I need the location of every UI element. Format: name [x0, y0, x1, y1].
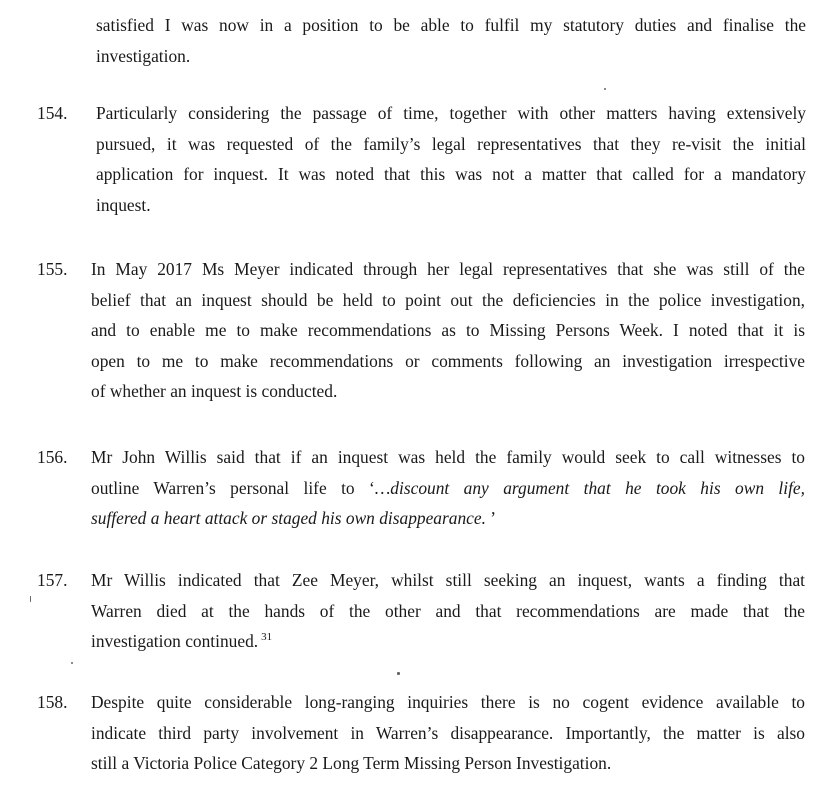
text-run: investigation continued. — [91, 631, 259, 651]
paragraph-number: 156. — [37, 447, 68, 467]
text-line: Mr John Willis said that if an inquest was held the family would seek to call witnesses to — [91, 447, 805, 467]
footnote-reference[interactable]: 31 — [261, 631, 273, 644]
text-line: and to enable me to make recommendations as to Missing Persons Week. I noted that it is — [91, 320, 805, 340]
text-line: investigation. — [96, 45, 191, 66]
text-line: belief that an inquest should be held to point out the deficiencies in the police investigation, — [91, 289, 805, 310]
paragraph-number: 157. — [37, 570, 68, 590]
quoted-text: suffered a heart attack or staged his own disappearance. — [91, 508, 486, 528]
text-line: application for inquest. It was noted that this was not a matter that called for a mandatory — [96, 164, 806, 184]
text-line: Despite quite considerable long-ranging inquiries there is no cogent evidence available to — [91, 692, 805, 712]
text-line: In May 2017 Ms Meyer indicated through her legal representatives that she was still of the — [91, 259, 805, 279]
text-line: Warren died at the hands of the other and that recommendations are made that the — [91, 600, 805, 621]
text-line — [91, 473, 805, 504]
text-line: Particularly considering the passage of time, together with other matters having extensively — [96, 103, 806, 123]
closing-quote: ’ — [485, 508, 497, 528]
scan-speck — [71, 662, 73, 664]
paragraph-text — [91, 442, 805, 534]
scan-speck — [397, 672, 400, 675]
paragraph-number: 154. — [37, 103, 68, 123]
text-line: still a Victoria Police Category 2 Long Term Missing Person Investigation. — [91, 753, 612, 773]
paragraph-text — [96, 10, 806, 71]
scan-speck — [30, 596, 31, 602]
scan-speck — [604, 88, 606, 90]
paragraph-text — [91, 687, 805, 779]
paragraph-text — [96, 98, 806, 220]
text-line — [91, 503, 805, 534]
paragraph-text — [91, 254, 805, 407]
quoted-text: …discount any argument that he took his own life, — [374, 477, 805, 498]
text-line: pursued, it was requested of the family’s legal representatives that they re-visit the initial — [96, 133, 806, 154]
text-run: outline Warren’s personal life to ‘ — [91, 477, 375, 498]
text-line: satisfied I was now in a position to be able to fulfil my statutory duties and finalise the — [96, 15, 806, 35]
paragraph-number: 155. — [37, 259, 68, 279]
text-line: of whether an inquest is conducted. — [91, 381, 338, 401]
text-line: indicate third party involvement in Warren’s disappearance. Importantly, the matter is also — [91, 722, 805, 743]
text-line: open to me to make recommendations or comments following an investigation irrespective — [91, 350, 805, 371]
paragraph-number: 158. — [37, 692, 68, 712]
paragraph-text — [91, 565, 805, 657]
text-line: inquest. — [96, 194, 151, 215]
text-line — [91, 626, 805, 657]
text-line: Mr Willis indicated that Zee Meyer, whilst still seeking an inquest, wants a finding that — [91, 570, 805, 590]
